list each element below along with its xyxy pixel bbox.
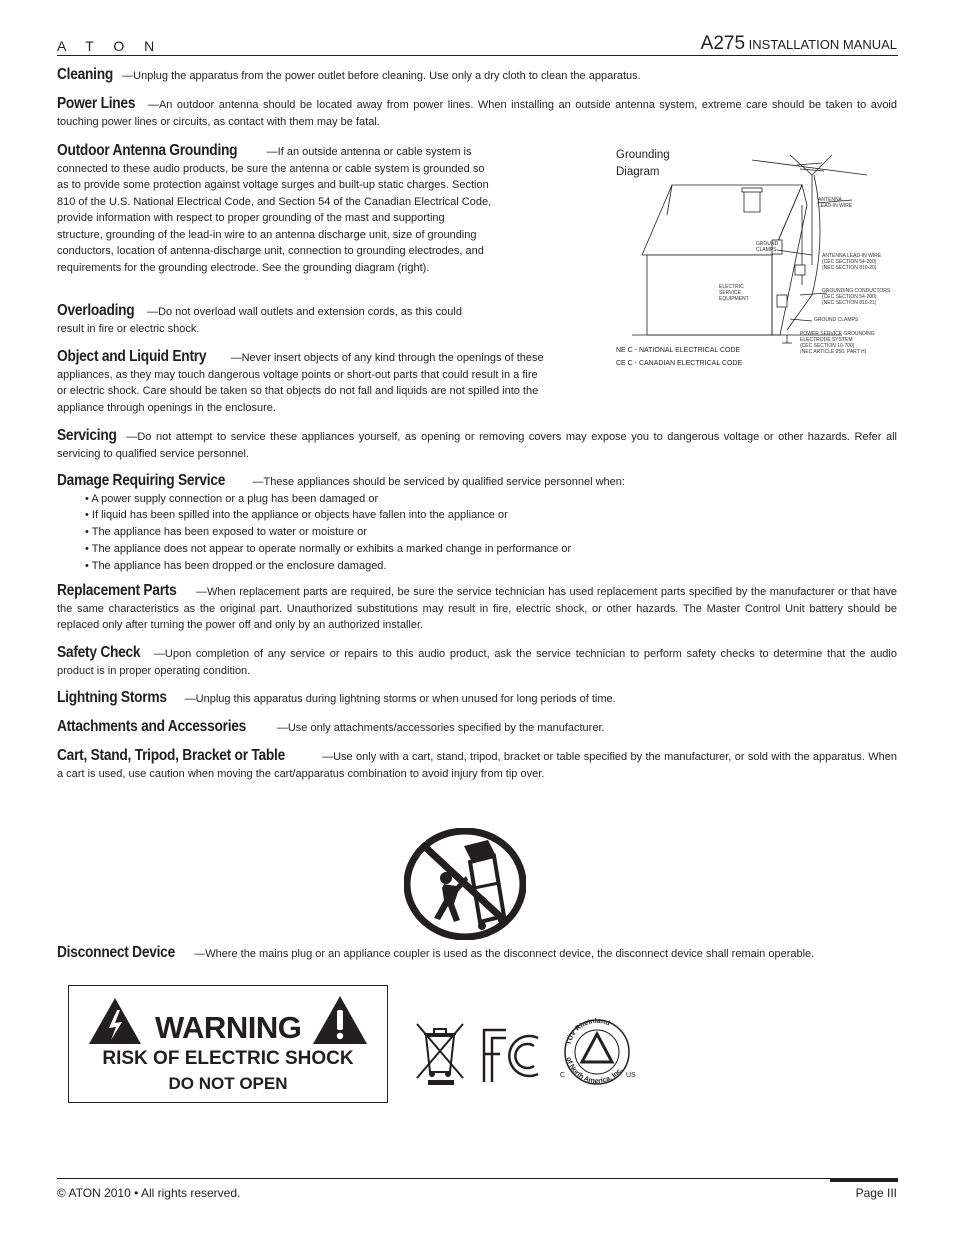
section-text: —Unplug the apparatus from the power outlet before cleaning. Use only a dry cloth to clean the apparatus.: [122, 70, 641, 82]
label-grounding-conductors: GROUNDING CONDUCTORS (CEC SECTION 54-200) (NEC SECTION 810-21): [822, 288, 891, 306]
diagram-title: Grounding Diagram: [616, 149, 670, 178]
section-safety: [57, 645, 897, 679]
page-number: Page III: [855, 1186, 897, 1200]
section-disconnect: [57, 945, 897, 963]
fcc-logo-icon: [480, 1026, 552, 1084]
cart-tipover-icon: [404, 828, 526, 940]
exclamation-warning-icon: [311, 994, 369, 1046]
section-title: Cleaning: [57, 66, 114, 83]
section-servicing: [57, 428, 897, 462]
footer-rule: [57, 1178, 898, 1179]
section-title: Servicing: [57, 427, 117, 444]
brand-name: A T O N: [57, 38, 163, 54]
section-title: Replacement Parts: [57, 582, 177, 599]
grounding-diagram: [612, 145, 902, 375]
list-item: • A power supply connection or a plug has been damaged or: [85, 491, 897, 508]
section-title: Attachments and Accessories: [57, 718, 247, 735]
section-title: Outdoor Antenna Grounding: [57, 142, 238, 159]
warning-label: [68, 985, 388, 1103]
weee-bin-icon: [412, 1020, 468, 1086]
list-item: • The appliance has been dropped or the enclosure damaged.: [85, 558, 897, 575]
model-number: A275: [700, 33, 746, 54]
section-text: —Use only with a cart, stand, tripod, bracket or table specified by the manufacturer, or sold with the apparatus. When a cart is used, use caution when moving the cart/apparatus combination to avoid injury from tip over.: [57, 751, 897, 780]
section-text: —Unplug this apparatus during lightning storms or when unused for long periods of time.: [184, 693, 616, 705]
section-cleaning: [57, 67, 897, 85]
section-text: —Do not overload wall outlets and extension cords, as this could result in fire or electric shock.: [57, 306, 462, 335]
section-text: —These appliances should be serviced by qualified service personnel when:: [252, 476, 625, 488]
section-title: Cart, Stand, Tripod, Bracket or Table: [57, 747, 285, 764]
section-text: —Upon completion of any service or repairs to this audio product, ask the service technician to perform safety checks to determine that the audio product is in proper operating condition.: [57, 648, 897, 677]
section-text: —Use only attachments/accessories specified by the manufacturer.: [276, 722, 605, 734]
label-electric-service: ELECTRIC SERVICE EQUIPMENT: [719, 284, 749, 302]
section-title: Damage Requiring Service: [57, 472, 226, 489]
diagram-legend: NE C - NATIONAL ELECTRICAL CODE CE C - CANADIAN ELECTRICAL CODE: [616, 347, 743, 367]
section-text: —Never insert objects of any kind through the openings of these appliances, as they may touch dangerous voltage points or short-out parts that could result in a fire or electric shock. Care should be taken so that objects do not fall and liquids are not spilled into the appliance through openings in the enclosure.: [57, 352, 544, 414]
section-text: —An outdoor antenna should be located away from power lines. When installing an outside antenna system, extreme care should be taken to avoid touching power lines or circuits, as contact with them may be fatal.: [57, 99, 897, 128]
tuv-top-text: TÜV Rheinland: [565, 1018, 611, 1046]
section-replacement: [57, 583, 897, 634]
document-title: [701, 33, 897, 55]
label-ground-clamps-2: GROUND CLAMPS: [814, 317, 859, 323]
section-title: Safety Check: [57, 644, 141, 661]
electric-shock-icon: [87, 996, 143, 1046]
section-cart: [57, 748, 897, 782]
list-item: • The appliance does not appear to operate normally or exhibits a marked change in performance or: [85, 541, 897, 558]
section-power-lines: [57, 96, 897, 130]
label-ground-clamps: GROUND CLAMPS: [756, 241, 779, 253]
section-text: —Do not attempt to service these appliances yourself, as opening or removing covers may expose you to dangerous voltage or other hazards. Refer all servicing to qualified service personnel.: [57, 431, 897, 460]
section-title: Overloading: [57, 302, 135, 319]
warning-title: WARNING: [155, 1010, 302, 1045]
doc-type: INSTALLATION MANUAL: [748, 37, 897, 52]
tuv-bottom-text: of North America, Inc.: [564, 1056, 625, 1086]
section-text: —When replacement parts are required, be sure the service technician has used replacement parts specified by the manufacturer or that have the same characteristics as the original part. Unauthorized substitutions may result in fire, electric shock, or other hazards. The Master Control Unit battery should be replaced only after turning the power off and only by an authorized installer.: [57, 586, 897, 631]
header-rule: [57, 55, 898, 56]
section-attachments: [57, 719, 897, 737]
cert-c-label: C: [560, 1072, 566, 1079]
section-title: Disconnect Device: [57, 944, 175, 961]
section-lightning: [57, 690, 897, 708]
label-antenna-lead: ANTENNA LEAD-IN WIRE: [818, 197, 853, 209]
label-antenna-discharge: ANTENNA LEAD-IN WIRE (CEC SECTION 54-200) (NEC SECTION 810-20): [822, 253, 882, 271]
section-antenna-grounding: [57, 143, 492, 276]
footer-tab: [830, 1178, 898, 1182]
cert-us-label: US: [626, 1072, 636, 1079]
list-item: • The appliance has been exposed to water or moisture or: [85, 524, 897, 541]
section-title: Power Lines: [57, 95, 136, 112]
warning-line-2: DO NOT OPEN: [168, 1074, 288, 1093]
section-title: Lightning Storms: [57, 689, 167, 706]
damage-list: [57, 491, 897, 575]
warning-line-1: RISK OF ELECTRIC SHOCK: [102, 1048, 354, 1069]
section-object-liquid: [57, 349, 547, 416]
section-title: Object and Liquid Entry: [57, 348, 207, 365]
section-damage: [57, 473, 897, 574]
section-overloading: [57, 303, 477, 337]
section-text: —Where the mains plug or an appliance coupler is used as the disconnect device, the disconnect device shall remain operable.: [194, 948, 815, 960]
label-electrode-system: POWER SERVICE GROUNDING ELECTRODE SYSTEM (CEC SECTION 10-700) (NEC ARTICLE 250, PART H): [800, 331, 875, 355]
list-item: • If liquid has been spilled into the appliance or objects have fallen into the appliance or: [85, 507, 897, 524]
footer-copyright: © ATON 2010 • All rights reserved.: [57, 1186, 241, 1200]
section-text: —If an outside antenna or cable system is connected to these audio products, be sure the antenna or cable system is grounded so as to provide some protection against voltage surges and built-up static charges. Section 810 of the U.S. National Electrical Code, and Section 54 of the Canadian Electrical Code, provide information with respect to proper grounding of the mast and supporting structure, grounding of the lead-in wire to an antenna discharge unit, size of grounding conductors, location of antenna-discharge unit, connection to grounding electrodes, and requirements for the grounding electrode. See the grounding diagram (right).: [57, 146, 492, 274]
